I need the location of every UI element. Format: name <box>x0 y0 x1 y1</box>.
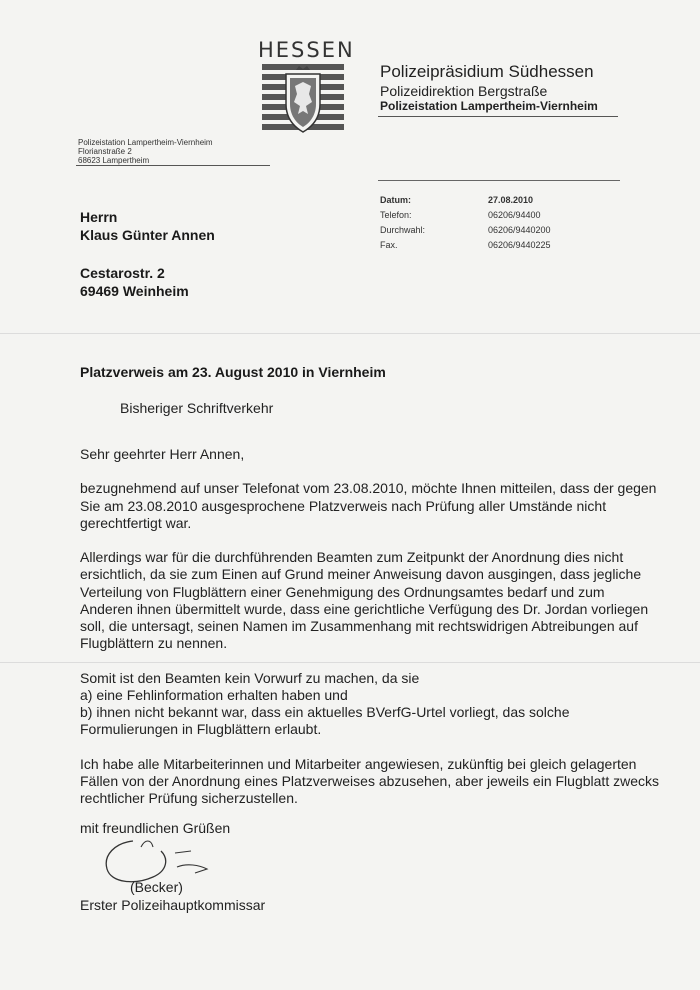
sender-divider <box>76 165 270 166</box>
meta-label: Telefon: <box>380 210 412 220</box>
meta-row-direct-line <box>380 225 551 240</box>
meta-label: Datum: <box>380 195 411 205</box>
meta-label: Fax. <box>380 240 398 250</box>
meta-row-phone <box>380 210 551 225</box>
paragraph-2: Allerdings war für die durchführenden Beamten zum Zeitpunkt der Anordnung dies nicht ersichtlich, da sie zum Einen auf Grund meiner Anweisung davon ausgingen, dass jegliche Verteilung von Flugblättern einer Genehmigung des Ordnungsamtes bedarf und zum Anderen ihnen übermittelt wurde, dass eine gerichtliche Verfügung des Dr. Jordan vorliegen soll, die untersagt, seinen Namen im Zusammenhang mit rechtswidrigen Abtreibungen auf Flugblättern zu nennen. <box>80 549 649 652</box>
station-name: Polizeistation Lampertheim-Viernheim <box>380 99 598 113</box>
meta-block <box>380 195 551 255</box>
recipient-name: Klaus Günter Annen <box>80 227 215 243</box>
letter-reference: Bisheriger Schriftverkehr <box>120 400 274 416</box>
recipient-city: 69469 Weinheim <box>80 283 189 299</box>
signatory-name: (Becker) <box>130 879 183 895</box>
meta-divider <box>378 180 620 181</box>
directorate-name: Polizeidirektion Bergstraße <box>380 83 548 99</box>
recipient-address <box>80 208 215 300</box>
greeting: Sehr geehrter Herr Annen, <box>80 446 245 462</box>
sender-line-1: Polizeistation Lampertheim-Viernheim <box>78 138 213 147</box>
sender-line-2: Florianstraße 2 <box>78 147 132 156</box>
authority-name: Polizeipräsidium Südhessen <box>380 62 594 81</box>
meta-label: Durchwahl: <box>380 225 426 235</box>
hessen-coat-of-arms-icon <box>262 64 344 138</box>
letterhead-divider <box>378 116 618 117</box>
paragraph-1: bezugnehmend auf unser Telefonat vom 23.08.2010, möchte Ihnen mitteilen, dass der gegen Sie am 23.08.2010 ausgesprochene Platzverweis nach Prüfung aller Umstände nicht gerechtfertigt war. <box>80 480 657 531</box>
meta-value: 06206/9440200 <box>488 225 551 235</box>
sender-line-3: 68623 Lampertheim <box>78 156 150 165</box>
paper-fold-line <box>0 333 700 334</box>
paragraph-3-intro: Somit ist den Beamten kein Vorwurf zu machen, da sie <box>80 669 420 686</box>
letter-body <box>80 446 660 807</box>
sender-address <box>78 138 213 165</box>
meta-row-date <box>380 195 551 210</box>
signatory-title: Erster Polizeihauptkommissar <box>80 897 266 913</box>
closing-phrase: mit freundlichen Grüßen <box>80 820 231 836</box>
state-name: HESSEN <box>258 38 355 62</box>
meta-row-fax <box>380 240 551 255</box>
paragraph-3-item-b: b) ihnen nicht bekannt war, dass ein aktuelles BVerfG-Urtel vorliegt, das solche Formulierungen in Flugblättern erlaubt. <box>80 704 570 738</box>
letter-subject: Platzverweis am 23. August 2010 in Viernheim <box>80 364 386 380</box>
recipient-street: Cestarostr. 2 <box>80 265 165 281</box>
paragraph-4: Ich habe alle Mitarbeiterinnen und Mitarbeiter angewiesen, zukünftig bei gleich gelagerten Fällen von der Anordnung eines Platzverweises abzusehen, aber jeweils ein Flugblatt zwecks rechtlicher Prüfung sicherzustellen. <box>80 755 659 806</box>
meta-value: 06206/9440225 <box>488 240 551 250</box>
meta-value: 06206/94400 <box>488 210 541 220</box>
meta-value: 27.08.2010 <box>488 195 534 205</box>
recipient-salutation: Herrn <box>80 209 118 225</box>
paragraph-3-item-a: a) eine Fehlinformation erhalten haben und <box>80 686 348 703</box>
